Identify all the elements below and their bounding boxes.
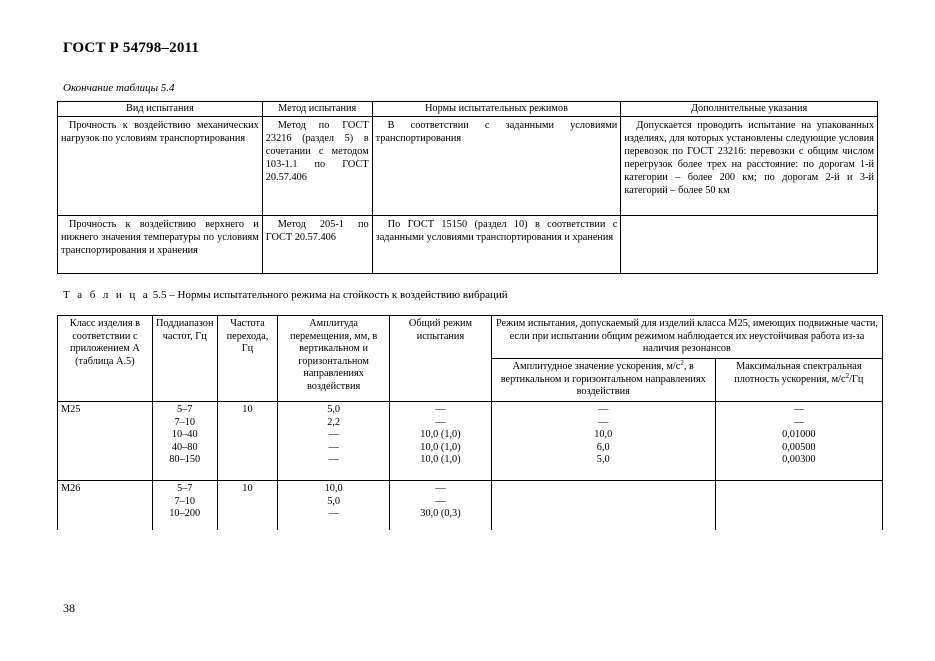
table-5-4-caption: Окончание таблицы 5.4 — [63, 82, 175, 94]
header-general-mode: Общий режим испытания — [390, 316, 492, 402]
cell-test-type: Прочность к воздействию механических нагрузок по условиям транспортирования — [58, 117, 263, 216]
cell-class: М25 — [58, 402, 153, 481]
header-accel-amplitude: Амплитудное значение ускорения, $м/с^2$, в вертикальном и горизонтальном направлениях воздействия — [491, 359, 715, 402]
cell-norms: В соответствии с заданными условиями транспортирования — [372, 117, 621, 216]
cell-test-type: Прочность к воздействию верхнего и нижнего значения температуры по условиям транспортирования и хранения — [58, 216, 263, 274]
table-row — [58, 117, 878, 216]
cell-spectral-density — [715, 481, 882, 530]
table-5-5 — [57, 315, 883, 530]
column-header-method: Метод испытания — [262, 102, 372, 117]
cell-general-mode: — — 30,0 (0,3) — [390, 481, 492, 530]
header-cross-freq: Частота перехода, Гц — [217, 316, 277, 402]
header-m25-mode: Режим испытания, допускаемый для изделий класса М25, имеющих подвижные части, если при испытании общим режимом наблюдается их неустойчивая работа из-за наличия резонансов — [491, 316, 882, 359]
table-row — [58, 402, 883, 481]
column-header-norms: Нормы испытательных режимов — [372, 102, 621, 117]
table-label: Т а б л и ц а — [63, 289, 151, 301]
header-class: Класс изделия в соответствии с приложением А (таблица А.5) — [58, 316, 153, 402]
cell-accel-amplitude: — — 10,0 6,0 5,0 — [491, 402, 715, 481]
cell-cross-freq: 10 — [217, 481, 277, 530]
header-freq-range: Поддиапазон частот, Гц — [152, 316, 217, 402]
document-header: ГОСТ Р 54798–2011 — [63, 40, 200, 56]
cell-method: Метод по ГОСТ 23216 (раздел 5) в сочетании с методом 103-1.1 по ГОСТ 20.57.406 — [262, 117, 372, 216]
cell-cross-freq: 10 — [217, 402, 277, 481]
cell-norms: По ГОСТ 15150 (раздел 10) в соответствии с заданными условиями транспортирования и хранения — [372, 216, 621, 274]
table-title: 5.5 – Нормы испытательного режима на стойкость к воздействию вибраций — [152, 289, 508, 301]
cell-notes: Допускается проводить испытание на упакованных изделиях, для которых установлены следующие условия перевозок по ГОСТ 23216: перевозки с общим числом перегрузок более трех на расстояние: по дорогам 1-й категории – более 200 км; по дорогам 2-й и 3-й категорий – более 50 км — [621, 117, 878, 216]
cell-amplitudes: 10,0 5,0 — — [278, 481, 390, 530]
cell-notes — [621, 216, 878, 274]
table-row — [58, 481, 883, 530]
cell-freq-ranges: 5–7 7–10 10–40 40–80 80–150 — [152, 402, 217, 481]
column-header-notes: Дополнительные указания — [621, 102, 878, 117]
cell-method: Метод 205-1 по ГОСТ 20.57.406 — [262, 216, 372, 274]
table-header-row — [58, 102, 878, 117]
table-5-4 — [57, 101, 878, 274]
column-header-test-type: Вид испытания — [58, 102, 263, 117]
table-row — [58, 216, 878, 274]
cell-general-mode: — — 10,0 (1,0) 10,0 (1,0) 10,0 (1,0) — [390, 402, 492, 481]
cell-amplitudes: 5,0 2,2 — — — — [278, 402, 390, 481]
cell-freq-ranges: 5–7 7–10 10–200 — [152, 481, 217, 530]
cell-accel-amplitude — [491, 481, 715, 530]
cell-class: М26 — [58, 481, 153, 530]
table-header-row — [58, 316, 883, 359]
page-number: 38 — [63, 601, 75, 615]
header-spectral-density: Максимальная спектральная плотность ускорения, $м/с^2/Гц$ — [715, 359, 882, 402]
header-amplitude: Амплитуда перемещения, мм, в вертикальном и горизонтальном направлениях воздействия — [278, 316, 390, 402]
cell-spectral-density: — — 0,01000 0,00500 0,00300 — [715, 402, 882, 481]
table-5-5-caption — [63, 289, 508, 301]
